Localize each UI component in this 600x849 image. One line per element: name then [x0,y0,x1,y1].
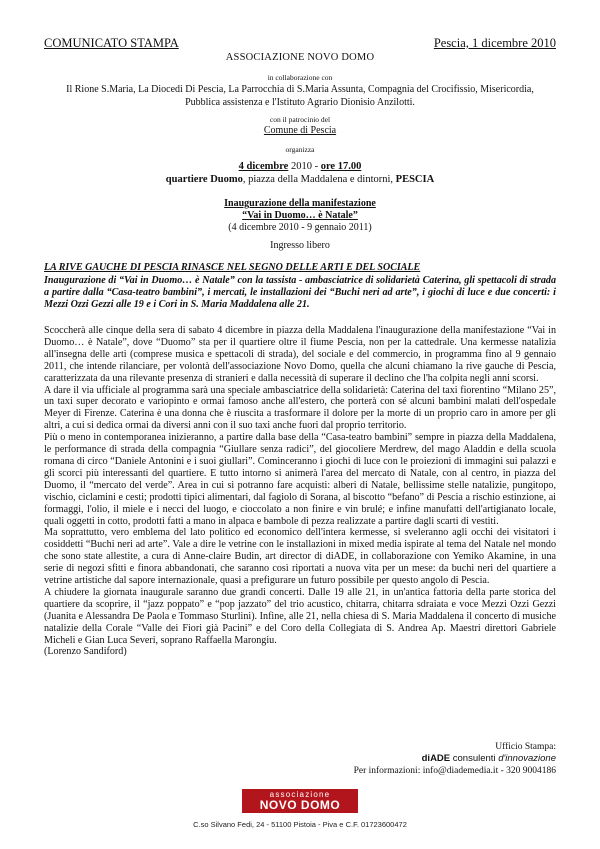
event-place-rest: , piazza della Maddalena e dintorni, [242,174,396,185]
paragraph: Ma soprattutto, vero emblema del lato politico ed economico dell'intera kermesse, si sveleranno agli occhi dei visitatori i cosiddetti “Buchi neri ad arte”. Vale a dire le vetrine con le installazioni in mixed media ispirate al tema del Natale nel mondo che sono state allestite, a cura di Anne-claire Budin, art director di diADE, in collaborazione con Yemiko Akamine, in una serie di negozi sfitti e finora abbandonati, che saranno così riportati a nuova vita per un mese: da buchi neri del quartiere a vetrine artistiche dal sapore internazionale, quasi a prefigurare un futuro possibile per questo angolo di Pescia. [44,527,556,587]
author: (Lorenzo Sandiford) [44,646,127,658]
organizza-label: organizza [285,145,315,154]
collab-label: in collaborazione con [267,73,333,82]
press-release-label: COMUNICATO STAMPA [44,36,179,50]
inauguration-block [40,198,560,234]
event-year: 2010 - [288,161,321,172]
logo-line-2: NOVO DOMO [259,798,341,812]
collaborators-line-2: Pubblica assistenza e l'Istituto Agrario Dionisio Anzilotti. [185,96,415,108]
logo-line-1: associazione [269,790,331,799]
event-city: PESCIA [395,174,435,185]
association-address: C.so Silvano Fedi, 24 - 51100 Pistoia - Piva e C.F. 01723600472 [193,820,407,829]
event-name: “Vai in Duomo… è Natale” [242,210,358,221]
diade-brand: diADE [421,753,451,764]
event-place-bold: quartiere Duomo [165,174,243,185]
headline: LA RIVE GAUCHE DI PESCIA RINASCE NEL SEGNO DELLE ARTI E DEL SOCIALE [44,262,421,273]
event-time: ore 17.00 [320,161,362,172]
lede: Inaugurazione di “Vai in Duomo… è Natale” con la tassista - ambasciatrice di solidarietà Caterina, gli spettacoli di strada a partire dalla “Casa-teatro bambini”, i mercati, le installazioni dei “Buchi neri ad arte”, i giochi di luce e due concerti: i Mezzi Ozzi Gezzi alle 19 e i Cori in S. Maria Maddalena alle 21. [44,275,556,310]
patronage: Comune di Pescia [263,125,337,136]
press-office-label: Ufficio Stampa: [495,742,556,752]
press-office [354,741,556,777]
date-place: Pescia, 1 dicembre 2010 [433,36,556,50]
article-body [44,325,556,658]
event-place-line [40,173,560,186]
paragraph: A chiudere la giornata inaugurale saranno due grandi concerti. Dalle 19 alle 21, in un'antica fattoria della parte storica del quartiere da scoprire, il “jazz poppato” e “pop jazzato” del trio acustico, chitarra, chitarra sdraiata e voce Mezzi Ozzi Gezzi (Juanita e Alessandra De Paola e Tommaso Sturlini). Infine, alle 21, nella chiesa di S. Maria Maddalena il concerto di musiche natalizie della Corale “Valle dei Fiori già Pacini” e del Coro della Collegiata di S. Andrea Ap. Maestri direttori Gabriele Micheli e Gian Luca Severi, soprano Raffaella Marongiu. [44,586,556,646]
event-date-line [40,160,560,173]
contact-info: Per informazioni: info@diademedia.it - 320 9004186 [353,766,556,776]
event-when-where [40,160,560,186]
collaborators [40,84,560,109]
document-header [44,36,556,52]
press-office-brand [354,753,556,765]
patronage-label: con il patrocinio del [269,115,331,124]
novo-domo-logo [242,789,358,813]
paragraph: A dare il via ufficiale al programma sarà una speciale ambasciatrice della solidarietà: Caterina del taxi fiorentino “Milano 25”, un taxi super decorato e variopinto e ormai famoso anche all'estero, che porterà con sé alcuni bambini malati dell'ospedale Meyer di Firenze. Caterina è una donna che è riuscita a trasformare il dolore per la morte di un proprio caro in amore per gli altri, a cui si dedica ormai da diversi anni con il suo taxi anche fuori dal proprio territorio. [44,384,556,432]
event-period: (4 dicembre 2010 - 9 gennaio 2011) [228,222,372,233]
paragraph: Scoccherà alle cinque della sera di sabato 4 dicembre in piazza della Maddalena l'inaugurazione della manifestazione “Vai in Duomo… è Natale”, dove “Duomo” sta per il quartiere oltre il fiume Pescia, non per la cattedrale. Una kermesse natalizia all'insegna delle arti (comprese musica e spettacoli di strada), del sociale e del commercio, in programma fino al 9 gennaio 2011, che intende rilanciare, per volontà dell'associazione Novo Domo, quella che alcuni chiamano la rive gauche di Pescia, caratterizzata da una rilevante presenza di stranieri e dalla necessità di superare il declino che l'ha colpita negli anni scorsi. [44,325,556,384]
inauguration-title: Inaugurazione della manifestazione [224,198,376,209]
event-date: 4 dicembre [238,161,289,172]
paragraph: Più o meno in contemporanea inizieranno, a partire dalla base della “Casa-teatro bambini” sempre in piazza della Maddalena, le performance di strada della compagnia “Giullare senza radici”, del giocoliere Merdrew, del mago Aladdin e della scuola romana di circo “Daniele Antonini e i suoi giullari”. Cominceranno i giochi di luce con le proiezioni di immagini sui palazzi e gli scorci più interessanti del quartiere. E tutto intorno si animerà l'area del mercato di Natale, con al centro, in piazza del Duomo, il “mercato del verde”. Area in cui si potranno fare acquisti: alberi di Natale, bellissime stelle natalizie, pungitopo, vischio, ciclamini e cesti; prodotti tipici alimentari, dal fagiolo di Sorana, al biscotto “befano” di Pescia a rischio estinzione, ai formaggi, l'olio, il miele e i necci del luogo, e cioccolato a non finire e vin brulé; e infine manufatti dell'artigianato locale, quali oggetti in cotto, prodotti fatti a mano in alpaca e bambole di pezza realizzate a partire dagli scarti di vestiti. [44,432,556,527]
free-entry: Ingresso libero [270,240,330,251]
association-name: ASSOCIAZIONE NOVO DOMO [225,52,375,63]
diade-consulenti: consulenti [450,753,499,764]
collaborators-line-1: Il Rione S.Maria, La Diocedi Di Pescia, La Parrocchia di S.Maria Assunta, Compagnia del Crocifissio, Misericordia, [66,84,534,95]
diade-innovazione: d'innovazione [498,753,556,764]
